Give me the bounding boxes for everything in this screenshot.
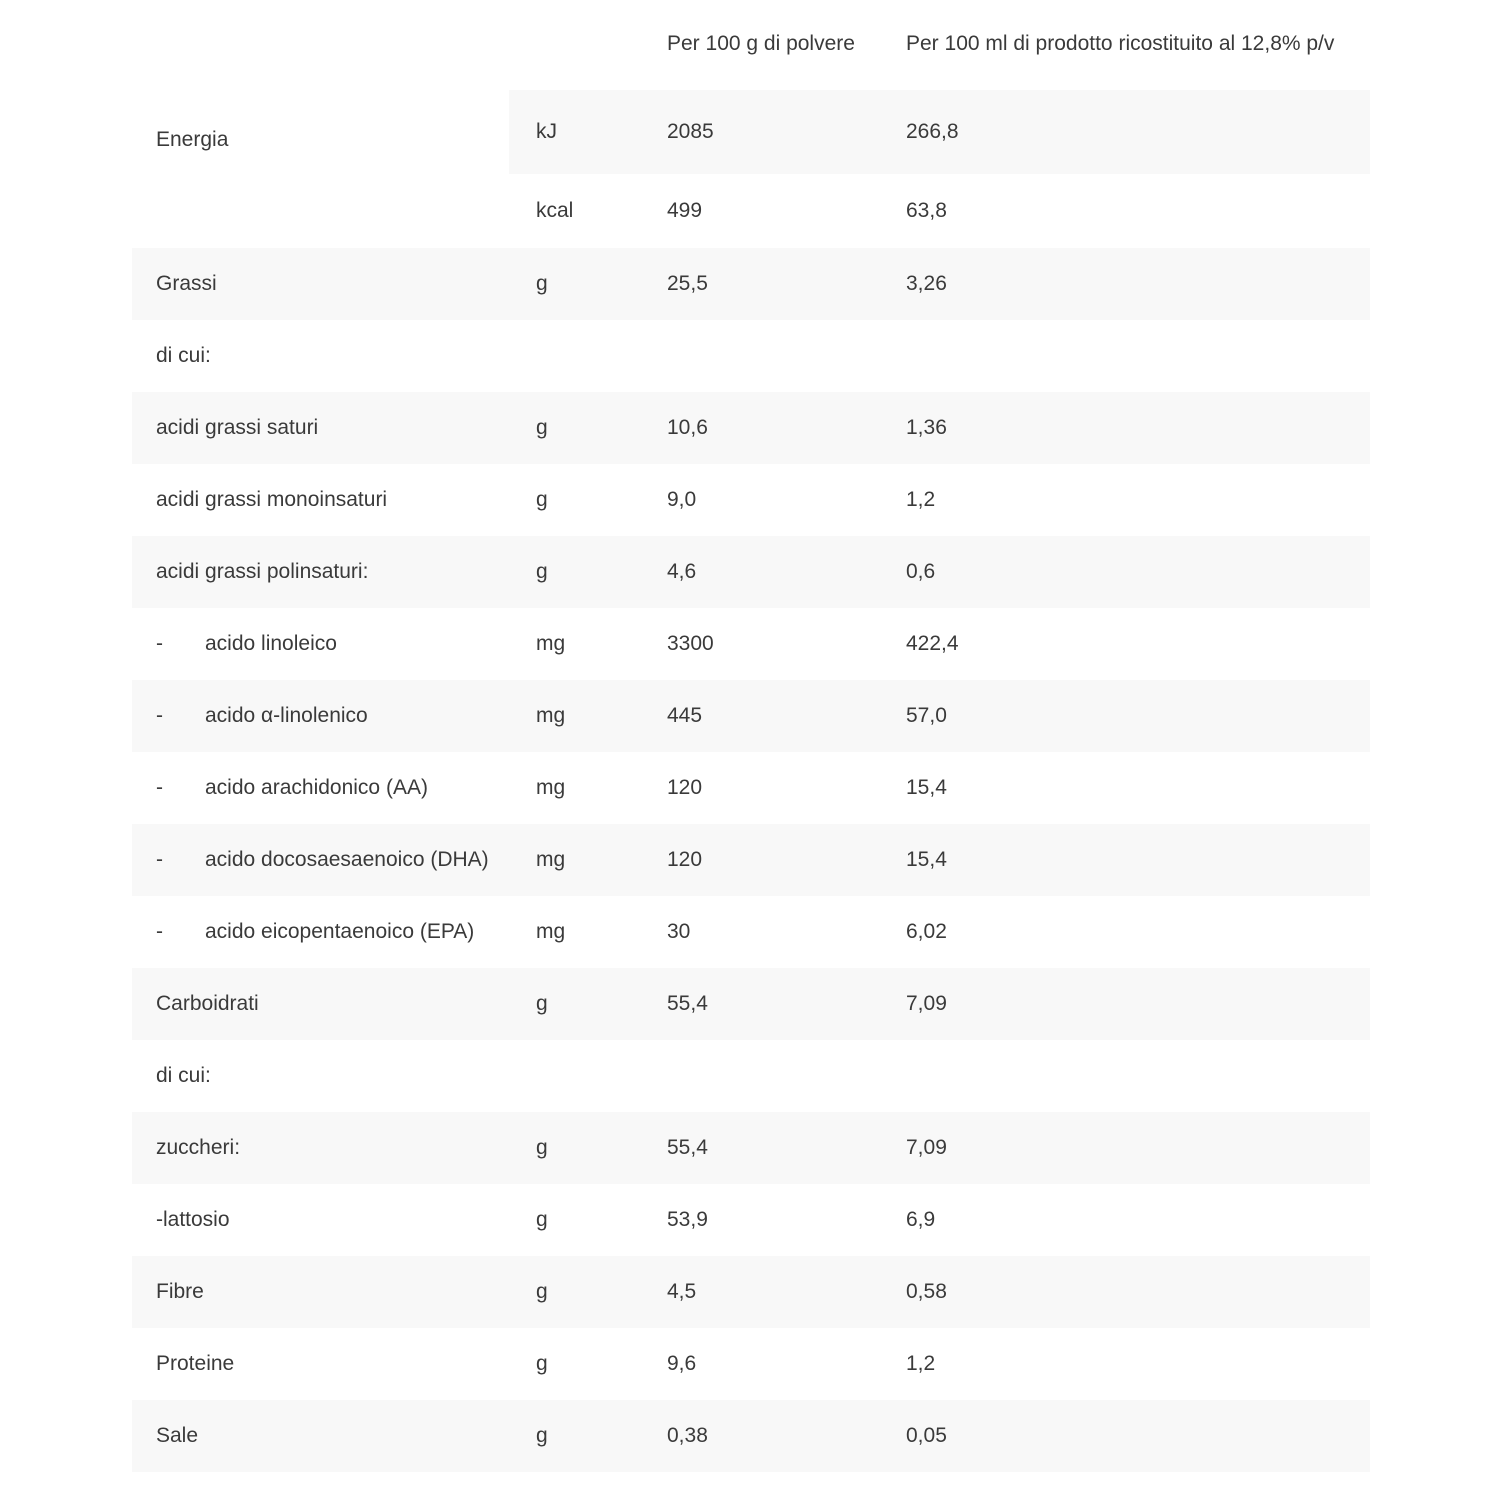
row-label: acido eicopentaenoico (EPA)	[205, 920, 475, 943]
table-row	[132, 248, 1370, 320]
row-unit: mg	[536, 920, 566, 943]
energy-kj-row	[509, 90, 1370, 174]
row-powder-value: 120	[667, 776, 703, 799]
row-powder-value: 3300	[667, 632, 714, 655]
row-dash: -	[156, 848, 163, 871]
row-dash: -	[156, 704, 163, 727]
table-row	[132, 968, 1370, 1040]
energy-kj-reconstituted: 266,8	[906, 120, 959, 143]
row-label: Fibre	[156, 1280, 204, 1303]
row-reconstituted-value: 0,58	[906, 1280, 947, 1303]
row-reconstituted-value: 7,09	[906, 1136, 947, 1159]
header-per-100ml-reconstituted: Per 100 ml di prodotto ricostituito al 12,8% p/v	[906, 32, 1335, 55]
row-label: acidi grassi polinsaturi:	[156, 560, 369, 583]
table-row	[132, 1184, 1370, 1256]
row-label: Grassi	[156, 272, 217, 295]
energy-kcal-powder: 499	[667, 199, 703, 222]
row-reconstituted-value: 3,26	[906, 272, 947, 295]
table-row	[132, 608, 1370, 680]
table-row	[132, 824, 1370, 896]
row-label: Proteine	[156, 1352, 235, 1375]
row-reconstituted-value: 7,09	[906, 992, 947, 1015]
row-label: zuccheri:	[156, 1136, 241, 1159]
row-unit: g	[536, 1352, 548, 1375]
row-powder-value: 445	[667, 704, 703, 727]
energy-kcal-row	[509, 174, 1370, 248]
row-dash: -	[156, 920, 163, 943]
row-reconstituted-value: 1,2	[906, 1352, 936, 1375]
row-unit: mg	[536, 776, 566, 799]
row-dash: -	[156, 632, 163, 655]
row-powder-value: 4,6	[667, 560, 697, 583]
row-powder-value: 25,5	[667, 272, 708, 295]
table-row	[132, 680, 1370, 752]
row-label: Carboidrati	[156, 992, 259, 1015]
row-unit: g	[536, 1208, 548, 1231]
table-row	[132, 1256, 1370, 1328]
row-label: -lattosio	[156, 1208, 230, 1231]
table-row	[132, 896, 1370, 968]
row-reconstituted-value: 0,05	[906, 1424, 947, 1447]
row-powder-value: 0,38	[667, 1424, 708, 1447]
row-label: acido docosaesaenoico (DHA)	[205, 848, 489, 871]
row-reconstituted-value: 1,2	[906, 488, 936, 511]
table-row	[132, 752, 1370, 824]
row-unit: g	[536, 1280, 548, 1303]
row-unit: g	[536, 488, 548, 511]
row-reconstituted-value: 422,4	[906, 632, 959, 655]
header-per-100g-powder: Per 100 g di polvere	[667, 32, 855, 55]
row-label: di cui:	[156, 344, 211, 367]
nutrition-table	[132, 90, 1370, 1472]
table-row	[132, 536, 1370, 608]
row-powder-value: 55,4	[667, 1136, 708, 1159]
row-unit: mg	[536, 632, 566, 655]
energy-kcal-unit: kcal	[536, 199, 574, 222]
table-header	[0, 26, 1500, 66]
table-row	[132, 1328, 1370, 1400]
row-unit: g	[536, 1424, 548, 1447]
row-label: acido linoleico	[205, 632, 337, 655]
energy-kcal-reconstituted: 63,8	[906, 199, 947, 222]
row-reconstituted-value: 15,4	[906, 848, 947, 871]
row-unit: g	[536, 416, 548, 439]
row-powder-value: 10,6	[667, 416, 708, 439]
row-dash: -	[156, 776, 163, 799]
table-row	[132, 1400, 1370, 1472]
row-powder-value: 55,4	[667, 992, 708, 1015]
table-row	[132, 320, 1370, 392]
row-reconstituted-value: 6,02	[906, 920, 947, 943]
row-label: acidi grassi saturi	[156, 416, 319, 439]
row-reconstituted-value: 6,9	[906, 1208, 936, 1231]
row-label: acido arachidonico (AA)	[205, 776, 428, 799]
table-row	[132, 392, 1370, 464]
row-unit: g	[536, 560, 548, 583]
row-powder-value: 30	[667, 920, 691, 943]
row-label: Sale	[156, 1424, 199, 1447]
table-row	[132, 1040, 1370, 1112]
row-powder-value: 120	[667, 848, 703, 871]
energy-kj-powder: 2085	[667, 120, 714, 143]
table-row	[132, 464, 1370, 536]
row-unit: g	[536, 992, 548, 1015]
row-label: acido α-linolenico	[205, 704, 368, 727]
energy-label: Energia	[156, 128, 229, 151]
row-label: acidi grassi monoinsaturi	[156, 488, 388, 511]
row-reconstituted-value: 57,0	[906, 704, 947, 727]
energy-row-group	[132, 90, 1370, 248]
energy-kj-unit: kJ	[536, 120, 557, 143]
row-powder-value: 53,9	[667, 1208, 708, 1231]
table-row	[132, 1112, 1370, 1184]
row-reconstituted-value: 1,36	[906, 416, 947, 439]
row-label: di cui:	[156, 1064, 211, 1087]
row-unit: g	[536, 1136, 548, 1159]
row-reconstituted-value: 0,6	[906, 560, 936, 583]
row-unit: g	[536, 272, 548, 295]
row-reconstituted-value: 15,4	[906, 776, 947, 799]
row-powder-value: 4,5	[667, 1280, 697, 1303]
row-powder-value: 9,6	[667, 1352, 697, 1375]
row-powder-value: 9,0	[667, 488, 697, 511]
row-unit: mg	[536, 704, 566, 727]
row-unit: mg	[536, 848, 566, 871]
